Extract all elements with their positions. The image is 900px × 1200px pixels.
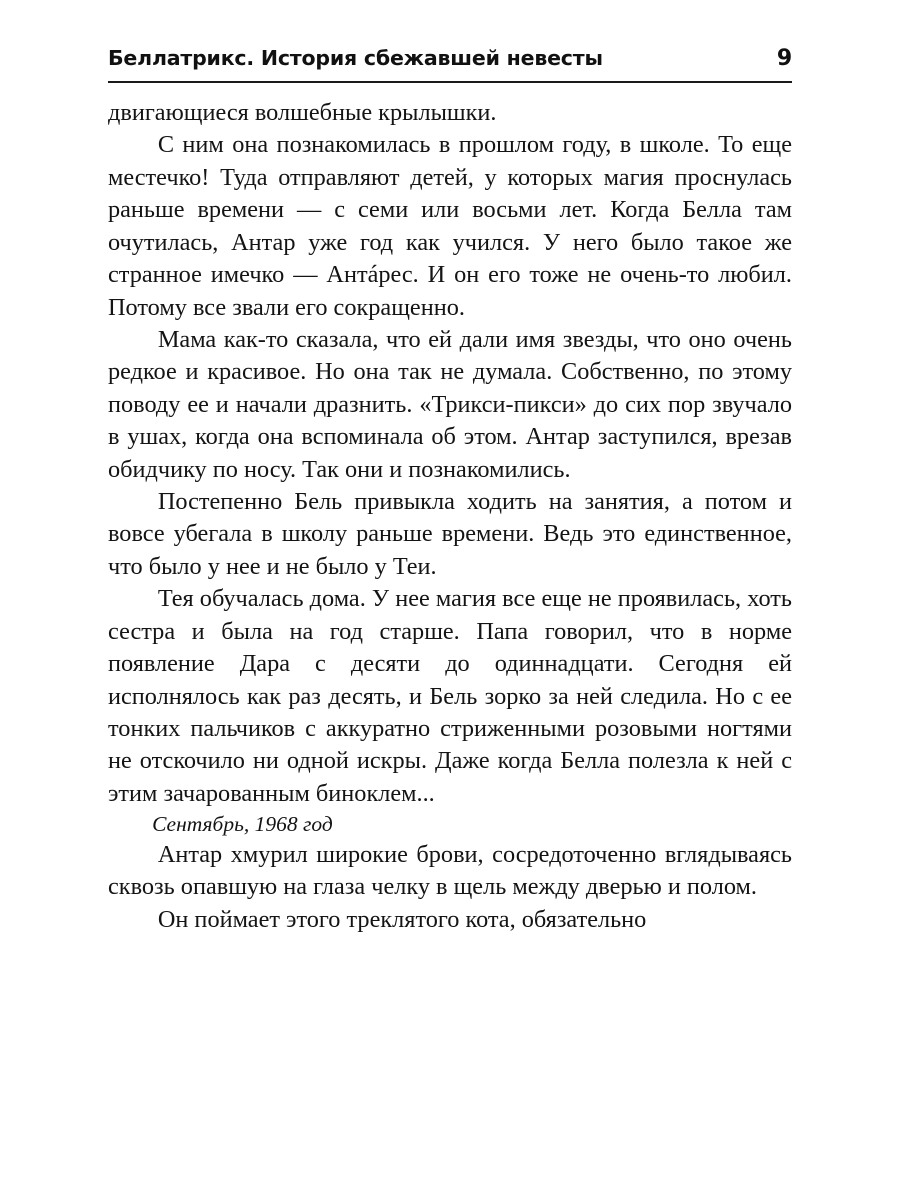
page-number: 9 bbox=[776, 46, 792, 71]
paragraph: Тея обучалась дома. У нее магия все еще не проявилась, хоть сестра и была на год старше. Папа говорил, что в норме появление Дара с десяти до одиннадцати. Сегодня ей исполнялось как раз десять, и Бель зорко за ней следила. Но с ее тонких пальчиков с аккуратно стриженными розовыми ногтями не отскочило ни одной искры. Даже когда Белла полезла к ней с этим зачарованным биноклем... bbox=[108, 585, 792, 807]
body-text bbox=[108, 97, 792, 936]
paragraph: Антар хмурил широкие брови, сосредоточенно вглядываясь сквозь опавшую на глаза челку в щель между дверью и полом. bbox=[108, 840, 792, 901]
scene-date-line: Сентябрь, 1968 год bbox=[152, 812, 333, 837]
paragraph: Постепенно Бель привыкла ходить на занятия, а потом и вовсе убегала в школу раньше времени. Ведь это единственное, что было у нее и не было у Теи. bbox=[108, 488, 792, 580]
paragraph: Мама как-то сказала, что ей дали имя звезды, что оно очень редкое и красивое. Но она так не думала. Собственно, по этому поводу ее и начали дразнить. «Трикси-пикси» до сих пор звучало в ушах, когда она вспоминала об этом. Антар заступился, врезав обидчику по носу. Так они и познакомились. bbox=[108, 325, 792, 483]
paragraph: С ним она познакомилась в прошлом году, в школе. То еще местечко! Туда отправляют детей, у которых магия проснулась раньше времени — с семи или восьми лет. Когда Белла там очутилась, Антар уже год как учился. У него было такое же странное имечко — Антáрес. И он его тоже не очень-то любил. Потому все звали его сокращенно. bbox=[108, 131, 792, 321]
header-divider bbox=[108, 81, 792, 83]
running-head-title: Беллатрикс. История сбежавшей невесты bbox=[108, 46, 603, 70]
running-head bbox=[108, 46, 792, 81]
paragraph: двигающиеся волшебные крылышки. bbox=[108, 99, 497, 126]
paragraph: Он поймает этого треклятого кота, обязательно bbox=[157, 905, 647, 933]
